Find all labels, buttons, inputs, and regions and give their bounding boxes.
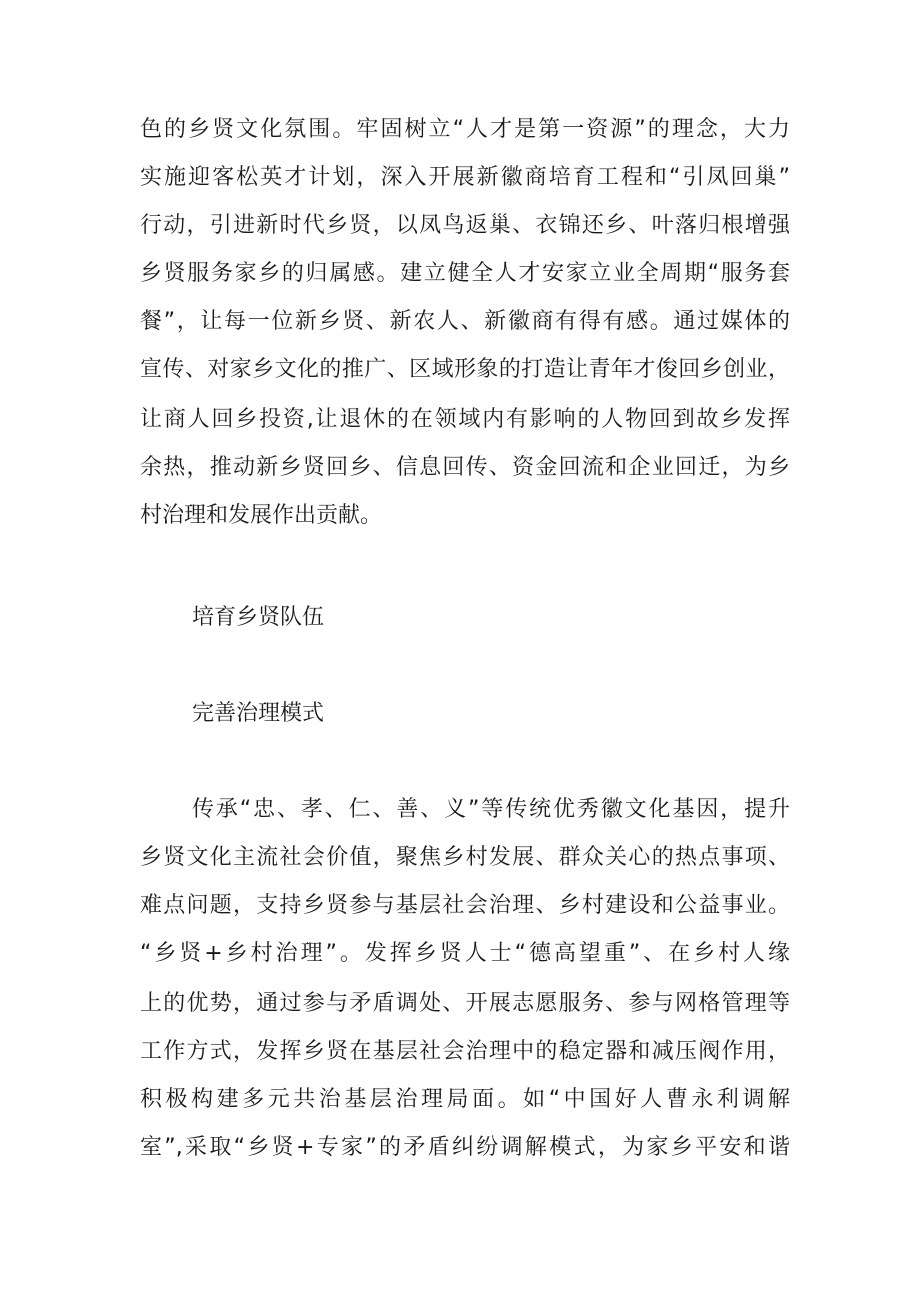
section-heading-governance: 完善治理模式 bbox=[192, 701, 325, 726]
paragraph-line: 色的乡贤文化氛围。牢固树立“人才是第一资源”的理念，大力 bbox=[140, 117, 790, 142]
paragraph-line: 工作方式，发挥乡贤在基层社会治理中的稳定器和减压阀作用， bbox=[140, 1039, 790, 1064]
paragraph-line: 村治理和发展作出贡献。 bbox=[140, 503, 383, 528]
paragraph-line: 传承“忠、孝、仁、善、义”等传统优秀徽文化基因，提升 bbox=[192, 797, 790, 822]
paragraph-line: 积极构建多元共治基层治理局面。如“中国好人曹永利调解 bbox=[140, 1087, 790, 1112]
section-heading-cultivate: 培育乡贤队伍 bbox=[192, 605, 325, 630]
paragraph-line: 行动，引进新时代乡贤，以凤鸟返巢、衣锦还乡、叶落归根增强 bbox=[140, 213, 790, 238]
paragraph-line: “乡贤+乡村治理”。发挥乡贤人士“德高望重”、在乡村人缘 bbox=[140, 941, 790, 966]
paragraph-line: 乡贤文化主流社会价值，聚焦乡村发展、群众关心的热点事项、 bbox=[140, 845, 790, 870]
paragraph-line: 餐”，让每一位新乡贤、新农人、新徽商有得有感。通过媒体的 bbox=[140, 309, 790, 334]
paragraph-line: 难点问题，支持乡贤参与基层社会治理、乡村建设和公益事业。 bbox=[140, 893, 790, 918]
paragraph-line: 实施迎客松英才计划，深入开展新徽商培育工程和“引凤回巢” bbox=[140, 165, 791, 190]
paragraph-line: 上的优势，通过参与矛盾调处、开展志愿服务、参与网格管理等 bbox=[140, 991, 790, 1016]
paragraph-line: 乡贤服务家乡的归属感。建立健全人才安家立业全周期“服务套 bbox=[140, 261, 790, 286]
paragraph-line: 让商人回乡投资,让退休的在领域内有影响的人物回到故乡发挥 bbox=[140, 407, 790, 432]
paragraph-line: 室”,采取“乡贤+专家”的矛盾纠纷调解模式，为家乡平安和谐 bbox=[140, 1135, 790, 1160]
paragraph-line: 宣传、对家乡文化的推广、区域形象的打造让青年才俊回乡创业， bbox=[140, 357, 790, 382]
paragraph-line: 余热，推动新乡贤回乡、信息回传、资金回流和企业回迁，为乡 bbox=[140, 455, 790, 480]
